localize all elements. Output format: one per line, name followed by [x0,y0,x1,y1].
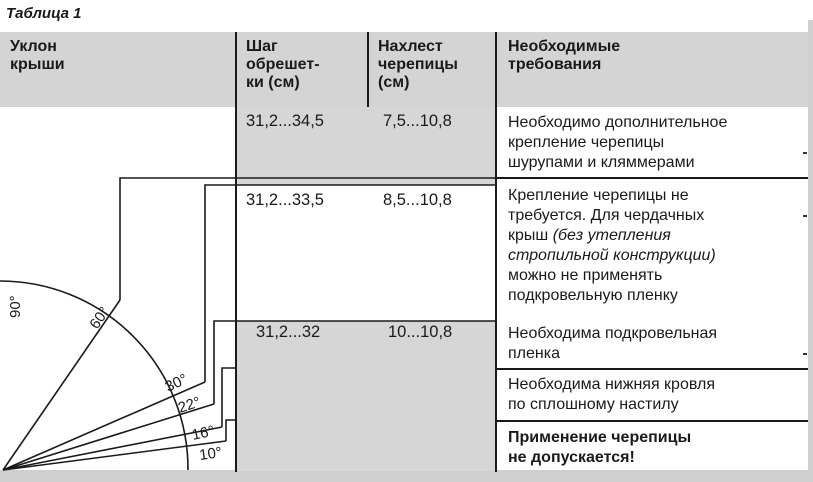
row1-overlap: 7,5...10,8 [383,112,452,130]
requirement-3: Необходима подкровельная пленка [508,325,718,362]
row3-batten: 31,2...32 [256,323,321,341]
leader-16 [222,368,236,427]
requirement-5: Применение черепицы не допускается! [508,429,692,466]
row1-batten: 31,2...34,5 [246,112,324,130]
row2-batten: 31,2...33,5 [246,191,324,209]
requirement-4: Необходима нижняя кровля по сплошному настилу [508,376,715,413]
header-requirements: Необходимые требования [508,38,621,73]
line-16 [3,427,222,470]
leader-60 [120,178,496,300]
angle-label-10: 10° [198,443,224,464]
requirement-2: Крепление черепицы не требуется. Для чердачных крыш (без утепления стропильной конструкции) можно не применять подкровельную пленку [508,187,716,304]
row2-overlap: 8,5...10,8 [383,191,452,209]
angle-label-30: 30° [162,370,191,396]
leader-10 [226,420,236,441]
angle-label-60: 60° [86,303,114,333]
leader-30 [205,185,496,382]
row3-overlap: 10...10,8 [388,323,453,341]
requirement-1: Необходимо дополнительное крепление черепицы шурупами и кляммерами [508,114,728,171]
header-overlap: Нахлест черепицы (см) [378,38,458,91]
angle-label-16: 16° [190,422,217,444]
header-batten-step: Шаг обрешет- ки (см) [246,38,320,91]
table-title: Таблица 1 [6,5,82,22]
angle-label-22: 22° [175,393,203,417]
header-slope: Уклон крыши [10,38,65,73]
leader-22 [214,321,496,404]
angle-label-90: 90° [7,295,24,318]
